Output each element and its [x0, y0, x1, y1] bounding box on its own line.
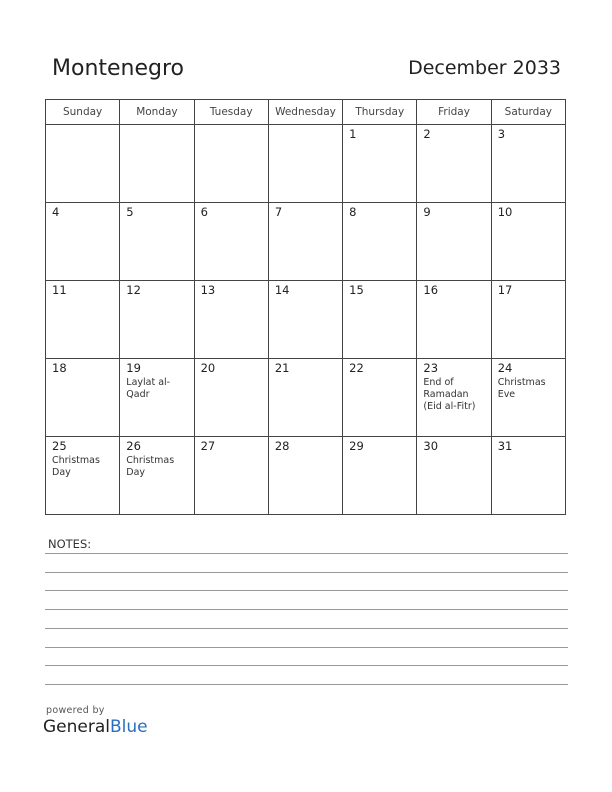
day-cell [417, 203, 491, 281]
day-cell [120, 281, 194, 359]
day-number: 16 [423, 283, 439, 297]
day-number: 18 [52, 361, 67, 375]
day-cell [491, 359, 565, 437]
day-number: 28 [274, 439, 290, 453]
day-number: 10 [497, 205, 513, 219]
day-cell [268, 281, 342, 359]
day-number: 3 [497, 127, 506, 141]
day-number: 27 [200, 439, 216, 453]
day-cell [46, 203, 120, 281]
brand-blue: Blue [110, 717, 148, 737]
day-number: 14 [274, 283, 290, 297]
day-cell [417, 437, 491, 515]
weekday-tuesday: Tuesday [194, 100, 268, 125]
day-cell [194, 359, 268, 437]
day-cell [194, 203, 268, 281]
day-cell [491, 281, 565, 359]
brand-general: General [43, 717, 110, 737]
day-number: 13 [200, 283, 216, 297]
day-cell [194, 281, 268, 359]
day-cell [268, 125, 342, 203]
day-number: 11 [52, 283, 67, 297]
note-line [45, 665, 568, 666]
day-cell [120, 203, 194, 281]
day-number: 22 [349, 361, 364, 375]
day-cell [491, 125, 565, 203]
day-cell [194, 125, 268, 203]
holiday-label: Christmas Day [126, 455, 175, 478]
week-row [46, 281, 566, 359]
day-cell [343, 125, 417, 203]
week-row [46, 203, 566, 281]
day-number: 25 [52, 439, 67, 453]
day-number: 8 [349, 205, 357, 219]
day-cell [417, 125, 491, 203]
day-cell [46, 125, 120, 203]
day-cell [268, 359, 342, 437]
day-cell [491, 437, 565, 515]
day-cell [46, 437, 120, 515]
holiday-label: Christmas Eve [497, 377, 546, 400]
day-number: 1 [349, 127, 357, 141]
weekday-thursday: Thursday [343, 100, 417, 125]
week-row [46, 437, 566, 515]
weekday-monday: Monday [120, 100, 194, 125]
powered-by-text: powered by [46, 705, 105, 716]
day-number: 24 [497, 361, 513, 375]
day-cell [268, 203, 342, 281]
weekday-friday: Friday [417, 100, 491, 125]
note-line [45, 647, 568, 648]
day-cell [194, 437, 268, 515]
holiday-label: Laylat al- Qadr [126, 377, 171, 400]
weekday-header-row [46, 100, 566, 125]
day-number: 17 [497, 283, 513, 297]
day-number: 4 [52, 205, 60, 219]
day-cell [268, 437, 342, 515]
day-number: 31 [497, 439, 513, 453]
day-number: 29 [349, 439, 364, 453]
note-line [45, 572, 568, 573]
day-number: 5 [126, 205, 134, 219]
month-year-title: December 2033 [408, 57, 561, 79]
note-line [45, 553, 568, 554]
day-cell [120, 437, 194, 515]
day-number: 23 [423, 361, 439, 375]
week-row [46, 359, 566, 437]
day-number: 19 [126, 361, 141, 375]
day-number: 30 [423, 439, 439, 453]
day-number: 15 [349, 283, 364, 297]
note-line [45, 628, 568, 629]
country-title: Montenegro [52, 56, 185, 81]
notes-label: NOTES: [48, 537, 92, 551]
day-number: 21 [274, 361, 290, 375]
holiday-label: Christmas Day [52, 455, 100, 478]
day-number: 6 [200, 205, 208, 219]
day-number: 12 [126, 283, 141, 297]
day-cell [417, 359, 491, 437]
day-cell [46, 359, 120, 437]
day-number: 26 [126, 439, 141, 453]
calendar-grid [45, 99, 566, 515]
note-line [45, 590, 568, 591]
week-row [46, 125, 566, 203]
note-line [45, 684, 568, 685]
day-cell [343, 203, 417, 281]
note-line [45, 609, 568, 610]
day-cell [46, 281, 120, 359]
day-cell [343, 359, 417, 437]
day-number: 9 [423, 205, 431, 219]
day-number: 20 [200, 361, 216, 375]
weekday-saturday: Saturday [491, 100, 565, 125]
day-cell [343, 437, 417, 515]
day-cell [343, 281, 417, 359]
weekday-wednesday: Wednesday [268, 100, 342, 125]
day-cell [491, 203, 565, 281]
day-cell [120, 359, 194, 437]
day-cell [120, 125, 194, 203]
day-number: 2 [423, 127, 431, 141]
day-number: 7 [274, 205, 283, 219]
day-cell [417, 281, 491, 359]
holiday-label: End of Ramadan (Eid al-Fitr) [423, 377, 476, 412]
weekday-sunday: Sunday [46, 100, 120, 125]
generalblue-logo [43, 717, 148, 737]
